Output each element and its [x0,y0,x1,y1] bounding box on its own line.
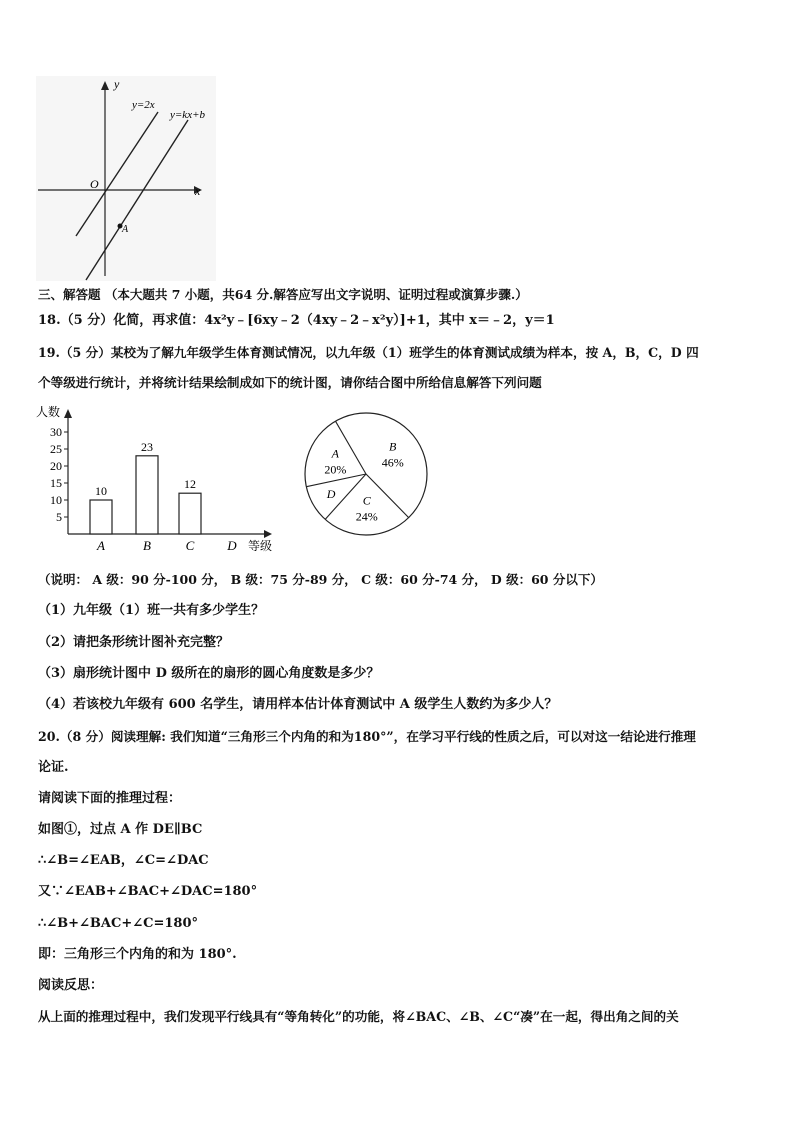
question-19-line1: 19.（5 分）某校为了解九年级学生体育测试情况，以九年级（1）班学生的体育测试成绩为样本，按 A，B，C，D 四 [38,345,699,360]
sub-question-4: （4）若该校九年级有 600 名学生，请用样本估计体育测试中 A 级学生人数约为多少人？ [38,697,558,712]
question-20-line1: 20.（8 分）阅读理解: 我们知道“三角形三个内角的和为180°”，在学习平行线的性质之后，可以对这一结论进行推理 [38,729,696,744]
bar-chart-svg [36,404,286,559]
section3-header: 三、解答题 （本大题共 7 小题，共64 分.解答应写出文字说明、证明过程或演算步骤.） [38,287,528,302]
bar-y-tick-label: 10 [50,493,62,507]
sub-question-1: （1）九年级（1）班一共有多少学生？ [38,603,265,618]
grade-note: （说明： A 级：90 分-100 分， B 级：75 分-89 分， C 级：60 分-74 分， D 级：60 分以下） [38,572,603,587]
bar-category-label: C [185,538,195,553]
bar-y-tick-label: 25 [50,442,62,456]
bar-category-label: B [143,538,151,553]
pie-label-C: C [362,493,371,508]
bar-y-arrow [64,409,72,418]
point-a-label: A [122,224,129,235]
pie-label-D: D [326,487,336,502]
proof-step-1: 如图①，过点 A 作 DE∥BC [38,822,203,837]
bar-y-tick-label: 30 [50,425,62,439]
origin-label: O [90,177,99,191]
proof-step-5: 即：三角形三个内角的和为 180°. [38,947,237,962]
pie-chart-svg [302,410,432,540]
bar-A [90,500,112,534]
bar-category-label: A [97,538,105,553]
bar-value-label: 23 [141,439,153,454]
reflection-heading: 阅读反思： [38,978,104,993]
y-axis-label: y [114,77,120,91]
question-18: 18.（5 分）化简，再求值：4x²y﹣[6xy﹣2（4xy﹣2﹣x²y）]+1，其中 x＝﹣2，y＝1 [38,313,555,328]
bar-y-tick-label: 15 [50,476,62,490]
bar-value-label: 12 [184,477,196,492]
bar-y-label: 人数 [36,405,61,419]
bar-y-tick-label: 5 [56,510,62,524]
pie-value-A: 20% [324,462,347,477]
sub-question-2: （2）请把条形统计图补充完整？ [38,635,230,650]
proof-step-3: 又∵∠EAB+∠BAC+∠DAC=180° [38,884,258,899]
pie-label-B: B [389,439,397,454]
x-axis-label: x [195,184,201,198]
linear-graph-figure [36,76,216,281]
bar-category-label: D [227,538,237,553]
question-19-line2: 个等级进行统计，并将统计结果绘制成如下的统计图，请你结合图中所给信息解答下列问题 [38,375,542,390]
pie-value-C: 24% [355,509,378,524]
pie-label-A: A [331,446,340,461]
bar-B [136,456,158,534]
bar-chart [36,404,286,559]
reflection-text: 从上面的推理过程中，我们发现平行线具有“等角转化”的功能，将∠BAC、∠B、∠C“凑”在一起，得出角之间的关 [38,1009,679,1024]
reading-intro: 请阅读下面的推理过程： [38,791,182,806]
question-20-line2: 论证. [38,760,69,775]
bar-y-tick-label: 20 [50,459,62,473]
bar-x-label: 等级 [248,539,273,553]
bar-x-arrow [264,530,272,538]
sub-question-3: （3）扇形统计图中 D 级所在的扇形的圆心角度数是多少？ [38,666,380,681]
proof-step-4: ∴∠B+∠BAC+∠C=180° [38,916,199,931]
line2-label: y=kx+b [170,109,205,121]
pie-value-B: 46% [381,455,404,470]
pie-chart [302,410,432,540]
bar-value-label: 10 [95,484,107,498]
bar-C [179,493,201,534]
line1-label: y=2x [132,99,155,111]
proof-step-2: ∴∠B=∠EAB，∠C=∠DAC [38,853,209,868]
linear-graph-svg [36,76,216,281]
